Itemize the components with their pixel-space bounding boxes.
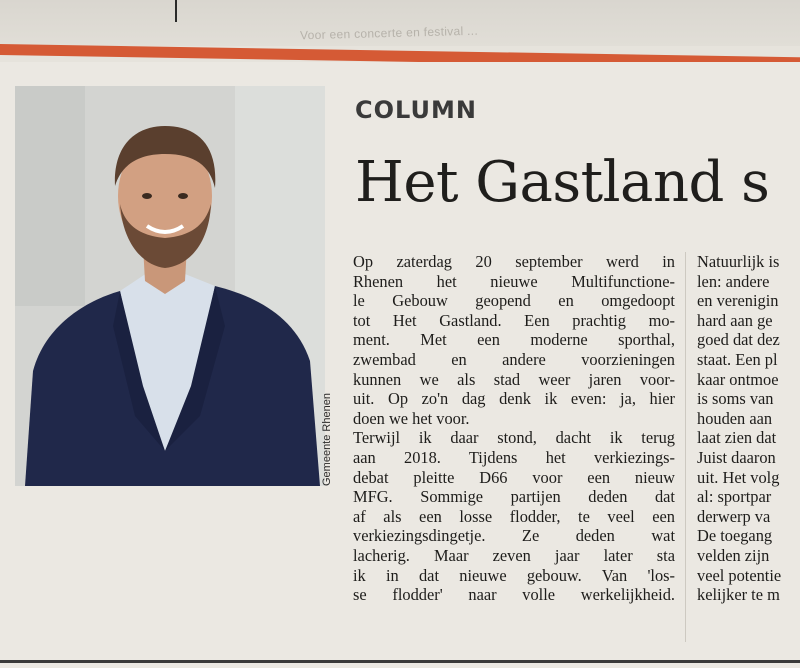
top-divider xyxy=(175,0,177,22)
text-line: Op zaterdag 20 september werd in xyxy=(353,252,675,271)
text-line: Terwijl ik daar stond, dacht ik terug xyxy=(353,428,675,448)
text-line: al: sportpar xyxy=(697,487,772,507)
text-line: Natuurlijk is xyxy=(697,252,780,271)
column-divider xyxy=(685,252,686,642)
text-line: Rhenen het nieuwe Multifunctione- xyxy=(353,271,675,291)
text-line: af als een losse flodder, te veel een xyxy=(353,506,675,526)
text-line: aan 2018. Tijdens het verkiezings- xyxy=(353,447,675,467)
text-line: goed dat dez xyxy=(697,330,780,350)
article-column-2 xyxy=(697,252,800,605)
text-line: Juist daaron xyxy=(697,447,776,467)
text-line: se flodder' naar volle werkelijkheid. xyxy=(353,585,675,605)
text-line: velden zijn xyxy=(697,545,770,565)
portrait-illustration xyxy=(15,86,325,486)
section-kicker: COLUMN xyxy=(355,96,477,124)
text-line: ment. Met een moderne sporthal, xyxy=(353,330,675,350)
text-line: le Gebouw geopend en omgedoopt xyxy=(353,291,675,311)
photo-credit: Gemeente Rhenen xyxy=(321,393,333,486)
text-line: is soms van xyxy=(697,389,774,409)
text-line: verkiezingsdingetje. Ze deden wat xyxy=(353,526,675,546)
text-line: MFG. Sommige partijen deden dat xyxy=(353,487,675,507)
text-line: uit. Het volg xyxy=(697,467,780,487)
text-line: staat. Een pl xyxy=(697,349,778,369)
text-line: debat pleitte D66 voor een nieuw xyxy=(353,467,675,487)
faded-bleedthrough-text: Voor een concerte en festival ... xyxy=(299,23,479,43)
text-line: laat zien dat xyxy=(697,428,777,448)
text-line: len: andere xyxy=(697,271,770,291)
article-column-1 xyxy=(353,252,675,605)
text-line: veel potentie xyxy=(697,565,782,585)
text-line: derwerp va xyxy=(697,506,771,526)
article-headline: Het Gastland s xyxy=(355,150,770,215)
text-line: uit. Op zo'n dag denk ik even: ja, hier xyxy=(353,389,675,409)
text-line: doen we het voor. xyxy=(353,408,470,428)
text-line: ik in dat nieuwe gebouw. Van 'los- xyxy=(353,565,675,585)
text-line: hard aan ge xyxy=(697,310,773,330)
text-line: lacherig. Maar zeven jaar later sta xyxy=(353,545,675,565)
text-line: en verenigin xyxy=(697,291,779,311)
bottom-divider xyxy=(0,660,800,663)
text-line: tot Het Gastland. Een prachtig mo- xyxy=(353,310,675,330)
text-line: kaar ontmoe xyxy=(697,369,779,389)
text-line: kelijker te m xyxy=(697,585,780,605)
text-line: houden aan xyxy=(697,408,773,428)
text-line: zwembad en andere voorzieningen xyxy=(353,349,675,369)
text-line: kunnen we als stad weer jaren voor- xyxy=(353,369,675,389)
text-line: De toegang xyxy=(697,526,773,546)
portrait-photo xyxy=(15,86,325,486)
